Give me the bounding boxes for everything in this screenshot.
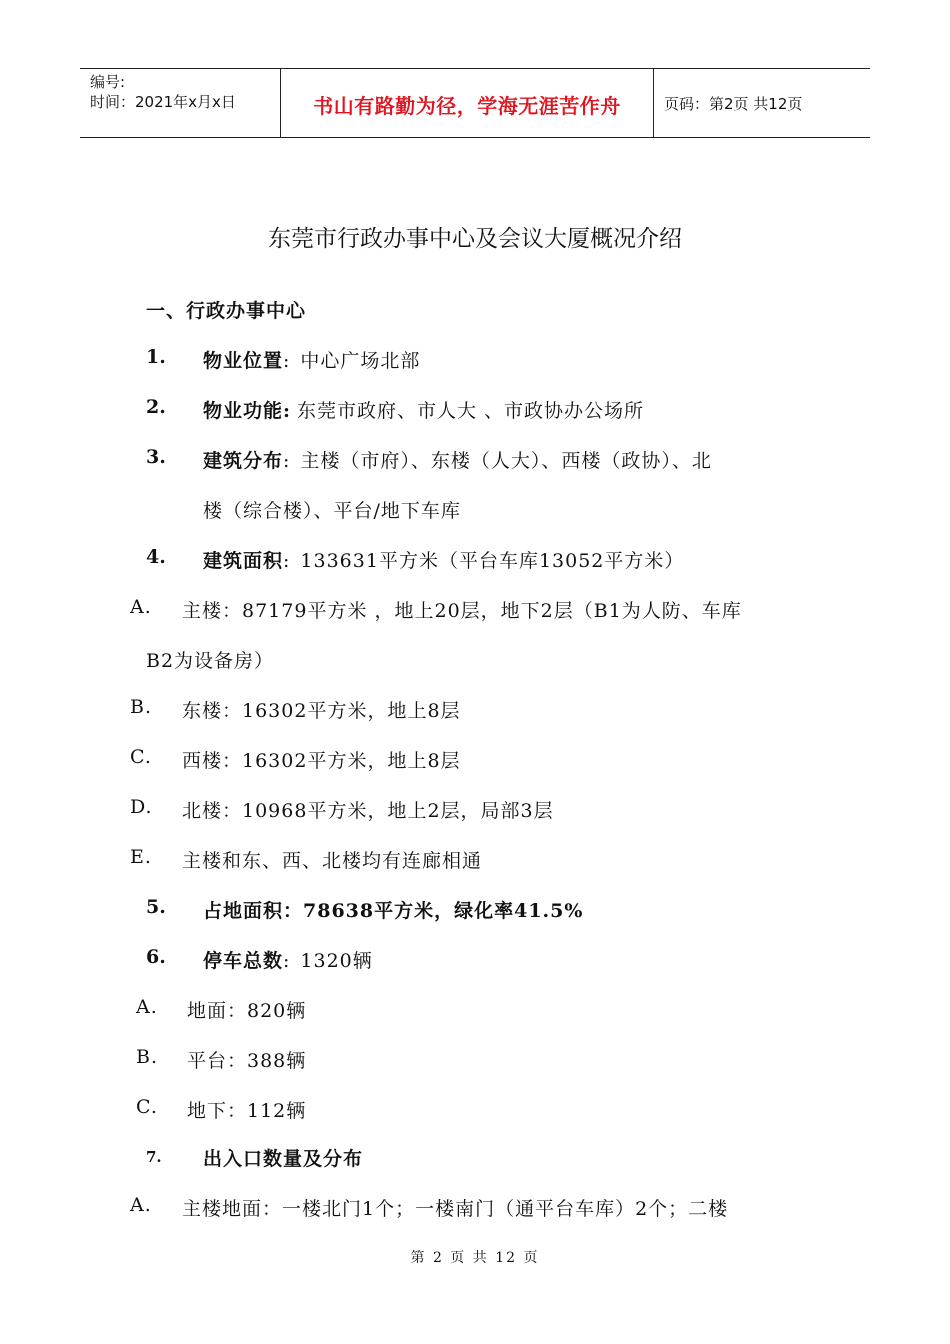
header-page-cell (654, 69, 870, 137)
sub-letter: B. (136, 1046, 159, 1068)
header-page-info: 页码：第2页 共12页 (664, 95, 803, 113)
sub-letter: E. (130, 846, 152, 868)
item-3-line (203, 446, 712, 473)
sub-text: 地下：112辆 (187, 1100, 307, 1122)
sub-letter: A. (130, 1194, 152, 1216)
item-3-continuation: 楼（综合楼）、平台/地下车库 (203, 500, 461, 522)
page-footer: 第 2 页 共 12 页 (410, 1250, 540, 1266)
item-number: 5. (146, 896, 166, 918)
item-number: 2. (146, 396, 166, 418)
header-motto-cell (281, 69, 654, 137)
sub-text: 主楼地面：一楼北门1个；一楼南门（通平台车库）2个；二楼 (182, 1198, 729, 1220)
section-heading: 一、行政办事中心 (146, 300, 307, 322)
item-number: 6. (146, 946, 166, 968)
item-colon: : (283, 450, 291, 472)
sub-text: 主楼和东、西、北楼均有连廊相通 (182, 850, 483, 872)
document-title: 东莞市行政办事中心及会议大厦概况介绍 (268, 226, 682, 252)
item-text: 中心广场北部 (300, 350, 421, 372)
header-time-label: 时间：2021年x月x日 (90, 93, 236, 111)
sub-letter: B. (130, 696, 153, 718)
item-number: 3. (146, 446, 166, 468)
item-text: 东莞市政府、市人大 、市政协办公场所 (297, 400, 645, 422)
item-text: 133631平方米（平台车库13052平方米） (300, 550, 685, 572)
item-text: 主楼（市府）、东楼（人大）、西楼（政协）、北 (300, 450, 712, 472)
item-number: 1. (146, 346, 166, 368)
item-colon: : (283, 950, 291, 972)
sub-text: 西楼：16302平方米，地上8层 (182, 750, 461, 772)
sub-text: 地面：820辆 (187, 1000, 307, 1022)
item-colon: : (283, 350, 291, 372)
item-label: 物业功能: (203, 400, 292, 422)
item-text: 1320辆 (300, 950, 373, 972)
sub-text-continuation: B2为设备房） (146, 650, 275, 672)
sub-letter: A. (136, 996, 158, 1018)
item-4-line (203, 546, 684, 573)
sub-letter: A. (130, 596, 152, 618)
item-label: 物业位置 (203, 350, 284, 372)
item-label: 建筑分布 (203, 450, 284, 472)
item-number: 4. (146, 546, 166, 568)
sub-letter: C. (136, 1096, 158, 1118)
header-left-cell (80, 69, 281, 137)
header-motto: 书山有路勤为径，学海无涯苦作舟 (313, 94, 621, 118)
header-number-label: 编号: (90, 73, 126, 91)
sub-text: 平台：388辆 (187, 1050, 307, 1072)
item-6-line (203, 946, 373, 973)
page-header (80, 68, 870, 138)
item-label: 停车总数 (203, 950, 284, 972)
sub-letter: D. (130, 796, 153, 818)
item-label: 建筑面积 (203, 550, 284, 572)
sub-text: 东楼：16302平方米，地上8层 (182, 700, 461, 722)
item-5-text: 占地面积：78638平方米，绿化率41.5% (203, 900, 584, 922)
item-2-line (203, 396, 644, 423)
sub-text: 北楼：10968平方米，地上2层，局部3层 (182, 800, 554, 822)
item-colon: : (283, 550, 291, 572)
sub-text: 主楼：87179平方米 ，地上20层，地下2层（B1为人防、车库 (182, 600, 742, 622)
item-7-label: 出入口数量及分布 (203, 1148, 364, 1170)
sub-letter: C. (130, 746, 152, 768)
item-number: 7. (146, 1148, 162, 1166)
item-1-line (203, 346, 420, 373)
